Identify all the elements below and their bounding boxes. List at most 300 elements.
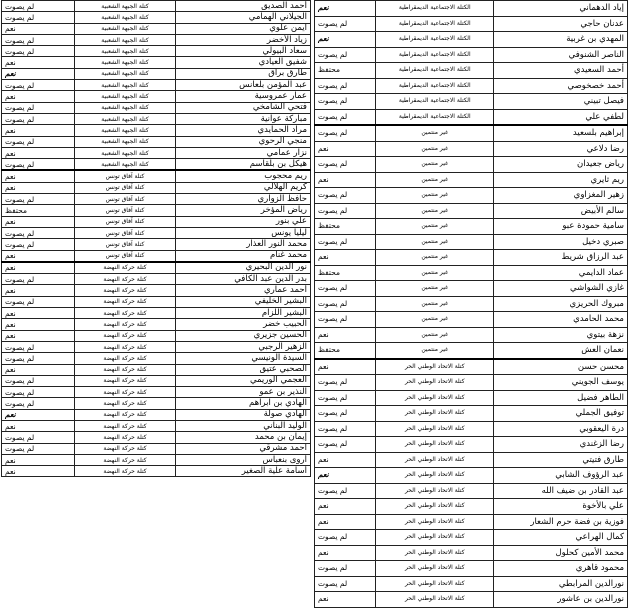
bloc-name: الكتلة الاجتماعية الديمقراطية (376, 16, 494, 32)
bloc-name: كتلة الاتحاد الوطني الحر (376, 499, 494, 515)
table-row (2, 375, 311, 386)
member-name: الجيلاني الهمامي (176, 12, 311, 23)
vote-value: لم يصوت (2, 46, 75, 57)
vote-value: لم يصوت (315, 437, 376, 453)
member-name: عمار عمروسية (176, 91, 311, 102)
member-name: رضا دلاعي (494, 141, 628, 157)
bloc-name: كتلة الجبهة الشعبية (75, 23, 176, 34)
table-row (315, 406, 628, 422)
bloc-name: كتلة حركة النهضة (75, 398, 176, 409)
bloc-name: كتلة الجبهة الشعبية (75, 34, 176, 45)
member-name: الحبيب خضر (176, 319, 311, 330)
table-row (315, 359, 628, 375)
table-row (2, 353, 311, 364)
table-row (315, 592, 628, 608)
bloc-name: كتلة الاتحاد الوطني الحر (376, 514, 494, 530)
member-name: رياض جعيدان (494, 157, 628, 173)
table-row (315, 468, 628, 484)
member-name: الوليد البناني (176, 420, 311, 431)
member-name: إبراهيم بلسعيد (494, 125, 628, 141)
member-name: النذير بن عمو (176, 387, 311, 398)
bloc-name: كتلة الجبهة الشعبية (75, 102, 176, 113)
vote-value: محتفظ (315, 219, 376, 235)
table-row (315, 125, 628, 141)
bloc-name: كتلة حركة النهضة (75, 341, 176, 352)
table-row (315, 375, 628, 391)
member-name: علي بنور (176, 216, 311, 227)
member-name: أحمد السعيدي (494, 63, 628, 79)
bloc-name: كتلة الاتحاد الوطني الحر (376, 545, 494, 561)
member-name: البشير الخليفي (176, 296, 311, 307)
vote-value: محتفظ (2, 205, 75, 216)
bloc-name: كتلة الاتحاد الوطني الحر (376, 437, 494, 453)
vote-value: لم يصوت (2, 34, 75, 45)
bloc-name: كتلة حركة النهضة (75, 466, 176, 477)
member-name: يوسف الجويني (494, 375, 628, 391)
member-name: عبد الرزاق شريط (494, 250, 628, 266)
bloc-name: كتلة الاتحاد الوطني الحر (376, 468, 494, 484)
vote-value: لم يصوت (315, 561, 376, 577)
table-row (2, 398, 311, 409)
table-row (2, 205, 311, 216)
table-row (315, 203, 628, 219)
table-row (2, 330, 311, 341)
bloc-name: كتلة الاتحاد الوطني الحر (376, 530, 494, 546)
bloc-name: كتلة الجبهة الشعبية (75, 46, 176, 57)
bloc-name: كتلة الجبهة الشعبية (75, 80, 176, 91)
vote-value: لم يصوت (315, 530, 376, 546)
bloc-name: كتلة حركة النهضة (75, 364, 176, 375)
member-name: غازي الشواشي (494, 281, 628, 297)
table-row (2, 308, 311, 319)
table-row (315, 296, 628, 312)
bloc-name: غير منتمين (376, 219, 494, 235)
bloc-name: كتلة حركة النهضة (75, 296, 176, 307)
member-name: شفيق العيادي (176, 57, 311, 68)
vote-value: لم يصوت (315, 483, 376, 499)
vote-value: لم يصوت (2, 102, 75, 113)
member-name: كمال الهراعي (494, 530, 628, 546)
member-name: ريم ثايري (494, 172, 628, 188)
bloc-name: كتلة الاتحاد الوطني الحر (376, 561, 494, 577)
table-row (2, 1, 311, 12)
table-row (315, 47, 628, 63)
bloc-name: كتلة آفاق تونس (75, 216, 176, 227)
vote-value: محتفظ (315, 265, 376, 281)
member-name: سامية حمودة عبو (494, 219, 628, 235)
bloc-name: كتلة حركة النهضة (75, 262, 176, 274)
table-row (2, 466, 311, 477)
member-name: توفيق الجملي (494, 406, 628, 422)
member-name: الصحبي عتيق (176, 364, 311, 375)
vote-value: لم يصوت (315, 109, 376, 125)
vote-value: لم يصوت (315, 203, 376, 219)
vote-value: نعم (315, 327, 376, 343)
bloc-name: كتلة الاتحاد الوطني الحر (376, 452, 494, 468)
table-row (315, 78, 628, 94)
table-row (315, 250, 628, 266)
table-row (2, 341, 311, 352)
member-name: محمد الأمين كحلول (494, 545, 628, 561)
bloc-name: كتلة الجبهة الشعبية (75, 68, 176, 79)
vote-value: نعم (315, 141, 376, 157)
vote-value: نعم (2, 182, 75, 193)
table-row (2, 319, 311, 330)
vote-value: لم يصوت (315, 296, 376, 312)
member-name: نزار عمامي (176, 147, 311, 158)
bloc-name: كتلة آفاق تونس (75, 239, 176, 250)
table-row (315, 32, 628, 48)
member-name: كريم الهلالي (176, 182, 311, 193)
vote-value: محتفظ (315, 63, 376, 79)
vote-value: لم يصوت (315, 125, 376, 141)
bloc-name: كتلة حركة النهضة (75, 387, 176, 398)
vote-value: لم يصوت (315, 312, 376, 328)
vote-value: نعم (315, 545, 376, 561)
table-row (2, 443, 311, 454)
vote-value: نعم (2, 68, 75, 79)
vote-value: لم يصوت (315, 157, 376, 173)
vote-value: نعم (2, 319, 75, 330)
vote-value: لم يصوت (315, 421, 376, 437)
table-row (315, 390, 628, 406)
table-row (315, 437, 628, 453)
member-name: صبري دخيل (494, 234, 628, 250)
table-row (2, 364, 311, 375)
bloc-name: كتلة الجبهة الشعبية (75, 1, 176, 12)
table-row (315, 1, 628, 17)
member-name: محمود قاهري (494, 561, 628, 577)
vote-value: لم يصوت (2, 387, 75, 398)
table-row (2, 12, 311, 23)
bloc-name: كتلة الاتحاد الوطني الحر (376, 375, 494, 391)
member-name: فتحي الشامخي (176, 102, 311, 113)
table-row (2, 182, 311, 193)
member-name: البشير اللزام (176, 308, 311, 319)
table-row (315, 499, 628, 515)
table-row (315, 16, 628, 32)
vote-value: نعم (2, 420, 75, 431)
member-name: الطاهر فضيل (494, 390, 628, 406)
table-row (2, 262, 311, 274)
member-name: محمد النور العذار (176, 239, 311, 250)
bloc-name: كتلة حركة النهضة (75, 432, 176, 443)
bloc-name: كتلة آفاق تونس (75, 170, 176, 182)
vote-value: لم يصوت (315, 375, 376, 391)
bloc-name: كتلة الجبهة الشعبية (75, 159, 176, 171)
table-row (315, 63, 628, 79)
table-row (315, 421, 628, 437)
bloc-name: كتلة الجبهة الشعبية (75, 136, 176, 147)
member-name: رضا الزغندي (494, 437, 628, 453)
member-name: نزهة بيتوي (494, 327, 628, 343)
table-row (2, 46, 311, 57)
vote-value: نعم (315, 1, 376, 17)
member-name: مباركة عوانية (176, 113, 311, 124)
bloc-name: كتلة الاتحاد الوطني الحر (376, 421, 494, 437)
vote-value: نعم (2, 216, 75, 227)
bloc-name: غير منتمين (376, 125, 494, 141)
bloc-name: غير منتمين (376, 250, 494, 266)
member-name: أحمد خصخوصي (494, 78, 628, 94)
table-row (315, 530, 628, 546)
bloc-name: كتلة آفاق تونس (75, 227, 176, 238)
table-row (315, 188, 628, 204)
vote-value: نعم (2, 308, 75, 319)
vote-value: نعم (2, 364, 75, 375)
bloc-name: كتلة حركة النهضة (75, 443, 176, 454)
vote-value: لم يصوت (315, 390, 376, 406)
bloc-name: غير منتمين (376, 234, 494, 250)
table-row (2, 125, 311, 136)
table-row (315, 514, 628, 530)
table-row (2, 147, 311, 158)
vote-value: نعم (315, 514, 376, 530)
table-row (315, 234, 628, 250)
vote-value: نعم (2, 466, 75, 477)
bloc-name: كتلة الجبهة الشعبية (75, 91, 176, 102)
bloc-name: غير منتمين (376, 312, 494, 328)
bloc-name: كتلة الجبهة الشعبية (75, 12, 176, 23)
member-name: سعاد البيولي (176, 46, 311, 57)
member-name: محمد الحامدي (494, 312, 628, 328)
table-row (315, 94, 628, 110)
vote-value: محتفظ (315, 343, 376, 359)
vote-value: لم يصوت (315, 16, 376, 32)
vote-value: نعم (2, 330, 75, 341)
table-row (2, 409, 311, 420)
member-name: حافظ الزواري (176, 194, 311, 205)
vote-value: نعم (315, 250, 376, 266)
bloc-name: كتلة آفاق تونس (75, 250, 176, 262)
vote-value: نعم (2, 57, 75, 68)
member-name: الهادي بن ابراهم (176, 398, 311, 409)
table-row (2, 387, 311, 398)
vote-value: لم يصوت (315, 47, 376, 63)
bloc-name: كتلة الجبهة الشعبية (75, 147, 176, 158)
bloc-name: كتلة حركة النهضة (75, 353, 176, 364)
vote-value: لم يصوت (2, 375, 75, 386)
table-row (315, 157, 628, 173)
bloc-name: الكتلة الاجتماعية الديمقراطية (376, 1, 494, 17)
table-row (2, 91, 311, 102)
member-name: فوزية بن فضة حرم الشعار (494, 514, 628, 530)
member-name: سالم الأبيض (494, 203, 628, 219)
table-row (2, 216, 311, 227)
bloc-name: غير منتمين (376, 343, 494, 359)
vote-value: لم يصوت (315, 234, 376, 250)
vote-value: نعم (315, 592, 376, 608)
member-name: زياد الأخضر (176, 34, 311, 45)
bloc-name: الكتلة الاجتماعية الديمقراطية (376, 109, 494, 125)
vote-value: لم يصوت (2, 227, 75, 238)
member-name: طارق براق (176, 68, 311, 79)
vote-value: نعم (2, 285, 75, 296)
member-name: عبد القادر بن ضيف الله (494, 483, 628, 499)
table-row (315, 576, 628, 592)
vote-value: نعم (2, 170, 75, 182)
bloc-name: غير منتمين (376, 157, 494, 173)
member-name: طارق فتيتي (494, 452, 628, 468)
member-name: هيكل بن بلقاسم (176, 159, 311, 171)
table-row (315, 452, 628, 468)
vote-value: نعم (2, 454, 75, 465)
table-row (315, 265, 628, 281)
vote-value: لم يصوت (2, 1, 75, 12)
table-row (2, 159, 311, 171)
vote-value: نعم (315, 452, 376, 468)
bloc-name: كتلة الاتحاد الوطني الحر (376, 483, 494, 499)
member-name: إياد الدهماني (494, 1, 628, 17)
bloc-name: كتلة حركة النهضة (75, 274, 176, 285)
table-row (2, 420, 311, 431)
member-name: مراد الحمايدي (176, 125, 311, 136)
bloc-name: كتلة الجبهة الشعبية (75, 57, 176, 68)
vote-value: لم يصوت (315, 78, 376, 94)
table-row (315, 109, 628, 125)
member-name: المهدي بن غربية (494, 32, 628, 48)
bloc-name: غير منتمين (376, 141, 494, 157)
member-name: أسامة علية الصغير (176, 466, 311, 477)
table-row (2, 285, 311, 296)
table-row (2, 239, 311, 250)
table-row (2, 34, 311, 45)
vote-value: نعم (315, 499, 376, 515)
table-row (2, 250, 311, 262)
bloc-name: الكتلة الاجتماعية الديمقراطية (376, 94, 494, 110)
member-name: نورالدين بن عاشور (494, 592, 628, 608)
vote-value: نعم (2, 262, 75, 274)
vote-value: لم يصوت (2, 239, 75, 250)
right-vote-table (314, 0, 628, 608)
bloc-name: الكتلة الاجتماعية الديمقراطية (376, 63, 494, 79)
table-row (315, 343, 628, 359)
bloc-name: كتلة الاتحاد الوطني الحر (376, 576, 494, 592)
bloc-name: كتلة حركة النهضة (75, 420, 176, 431)
table-row (2, 274, 311, 285)
member-name: أحمد مشرقي (176, 443, 311, 454)
table-row (2, 296, 311, 307)
bloc-name: كتلة حركة النهضة (75, 409, 176, 420)
table-row (2, 68, 311, 79)
bloc-name: غير منتمين (376, 265, 494, 281)
table-row (315, 483, 628, 499)
table-row (315, 219, 628, 235)
table-row (2, 23, 311, 34)
bloc-name: كتلة حركة النهضة (75, 454, 176, 465)
bloc-name: كتلة آفاق تونس (75, 182, 176, 193)
table-row (2, 113, 311, 124)
member-name: عماد الدايمي (494, 265, 628, 281)
member-name: نور الدين البحيري (176, 262, 311, 274)
member-name: محسن حسن (494, 359, 628, 375)
vote-value: لم يصوت (2, 113, 75, 124)
table-row (315, 281, 628, 297)
vote-value: لم يصوت (2, 341, 75, 352)
member-name: ريم محجوب (176, 170, 311, 182)
vote-value: نعم (315, 172, 376, 188)
vote-value: لم يصوت (315, 94, 376, 110)
vote-value: لم يصوت (315, 406, 376, 422)
table-row (315, 545, 628, 561)
member-name: عبد المؤمن بلعانس (176, 80, 311, 91)
bloc-name: غير منتمين (376, 203, 494, 219)
bloc-name: كتلة حركة النهضة (75, 330, 176, 341)
vote-value: نعم (315, 359, 376, 375)
table-row (2, 194, 311, 205)
member-name: الهادي صولة (176, 409, 311, 420)
member-name: فيصل تبيني (494, 94, 628, 110)
vote-value: نعم (2, 125, 75, 136)
bloc-name: كتلة الاتحاد الوطني الحر (376, 406, 494, 422)
table-row (315, 141, 628, 157)
table-row (2, 454, 311, 465)
bloc-name: الكتلة الاجتماعية الديمقراطية (376, 32, 494, 48)
member-name: أحمد عماري (176, 285, 311, 296)
vote-value: لم يصوت (315, 281, 376, 297)
bloc-name: كتلة الجبهة الشعبية (75, 125, 176, 136)
member-name: درة اليعقوبي (494, 421, 628, 437)
member-name: علي بالأخوة (494, 499, 628, 515)
member-name: منجي الرحوي (176, 136, 311, 147)
member-name: زهير المغزاوي (494, 188, 628, 204)
member-name: ليليا يونس (176, 227, 311, 238)
member-name: أحمد الصديق (176, 1, 311, 12)
table-row (2, 170, 311, 182)
table-row (2, 227, 311, 238)
table-row (315, 172, 628, 188)
vote-value: لم يصوت (2, 274, 75, 285)
vote-value: لم يصوت (2, 296, 75, 307)
member-name: نعمان العش (494, 343, 628, 359)
bloc-name: غير منتمين (376, 281, 494, 297)
bloc-name: كتلة آفاق تونس (75, 205, 176, 216)
vote-value: نعم (2, 409, 75, 420)
table-row (2, 102, 311, 113)
table-row (2, 432, 311, 443)
member-name: بدر الدين عبد الكافي (176, 274, 311, 285)
vote-value: لم يصوت (2, 80, 75, 91)
table-row (315, 561, 628, 577)
vote-value: لم يصوت (2, 194, 75, 205)
vote-value: لم يصوت (2, 443, 75, 454)
bloc-name: كتلة آفاق تونس (75, 194, 176, 205)
vote-value: لم يصوت (2, 12, 75, 23)
member-name: إيمان بن محمد (176, 432, 311, 443)
bloc-name: كتلة حركة النهضة (75, 308, 176, 319)
bloc-name: غير منتمين (376, 296, 494, 312)
vote-value: نعم (315, 468, 376, 484)
member-name: أيمن علوي (176, 23, 311, 34)
member-name: عدنان حاجي (494, 16, 628, 32)
vote-value: نعم (315, 32, 376, 48)
vote-value: نعم (2, 91, 75, 102)
bloc-name: كتلة الاتحاد الوطني الحر (376, 592, 494, 608)
bloc-name: كتلة الجبهة الشعبية (75, 113, 176, 124)
member-name: مبروك الحريزي (494, 296, 628, 312)
member-name: الزهير الرجبي (176, 341, 311, 352)
left-vote-table (1, 0, 311, 477)
vote-value: لم يصوت (2, 432, 75, 443)
bloc-name: غير منتمين (376, 188, 494, 204)
member-name: رياض المؤخر (176, 205, 311, 216)
bloc-name: كتلة الاتحاد الوطني الحر (376, 359, 494, 375)
table-row (2, 57, 311, 68)
member-name: الحسين جزيري (176, 330, 311, 341)
vote-value: نعم (2, 147, 75, 158)
member-name: محمد غنام (176, 250, 311, 262)
vote-value: لم يصوت (2, 353, 75, 364)
